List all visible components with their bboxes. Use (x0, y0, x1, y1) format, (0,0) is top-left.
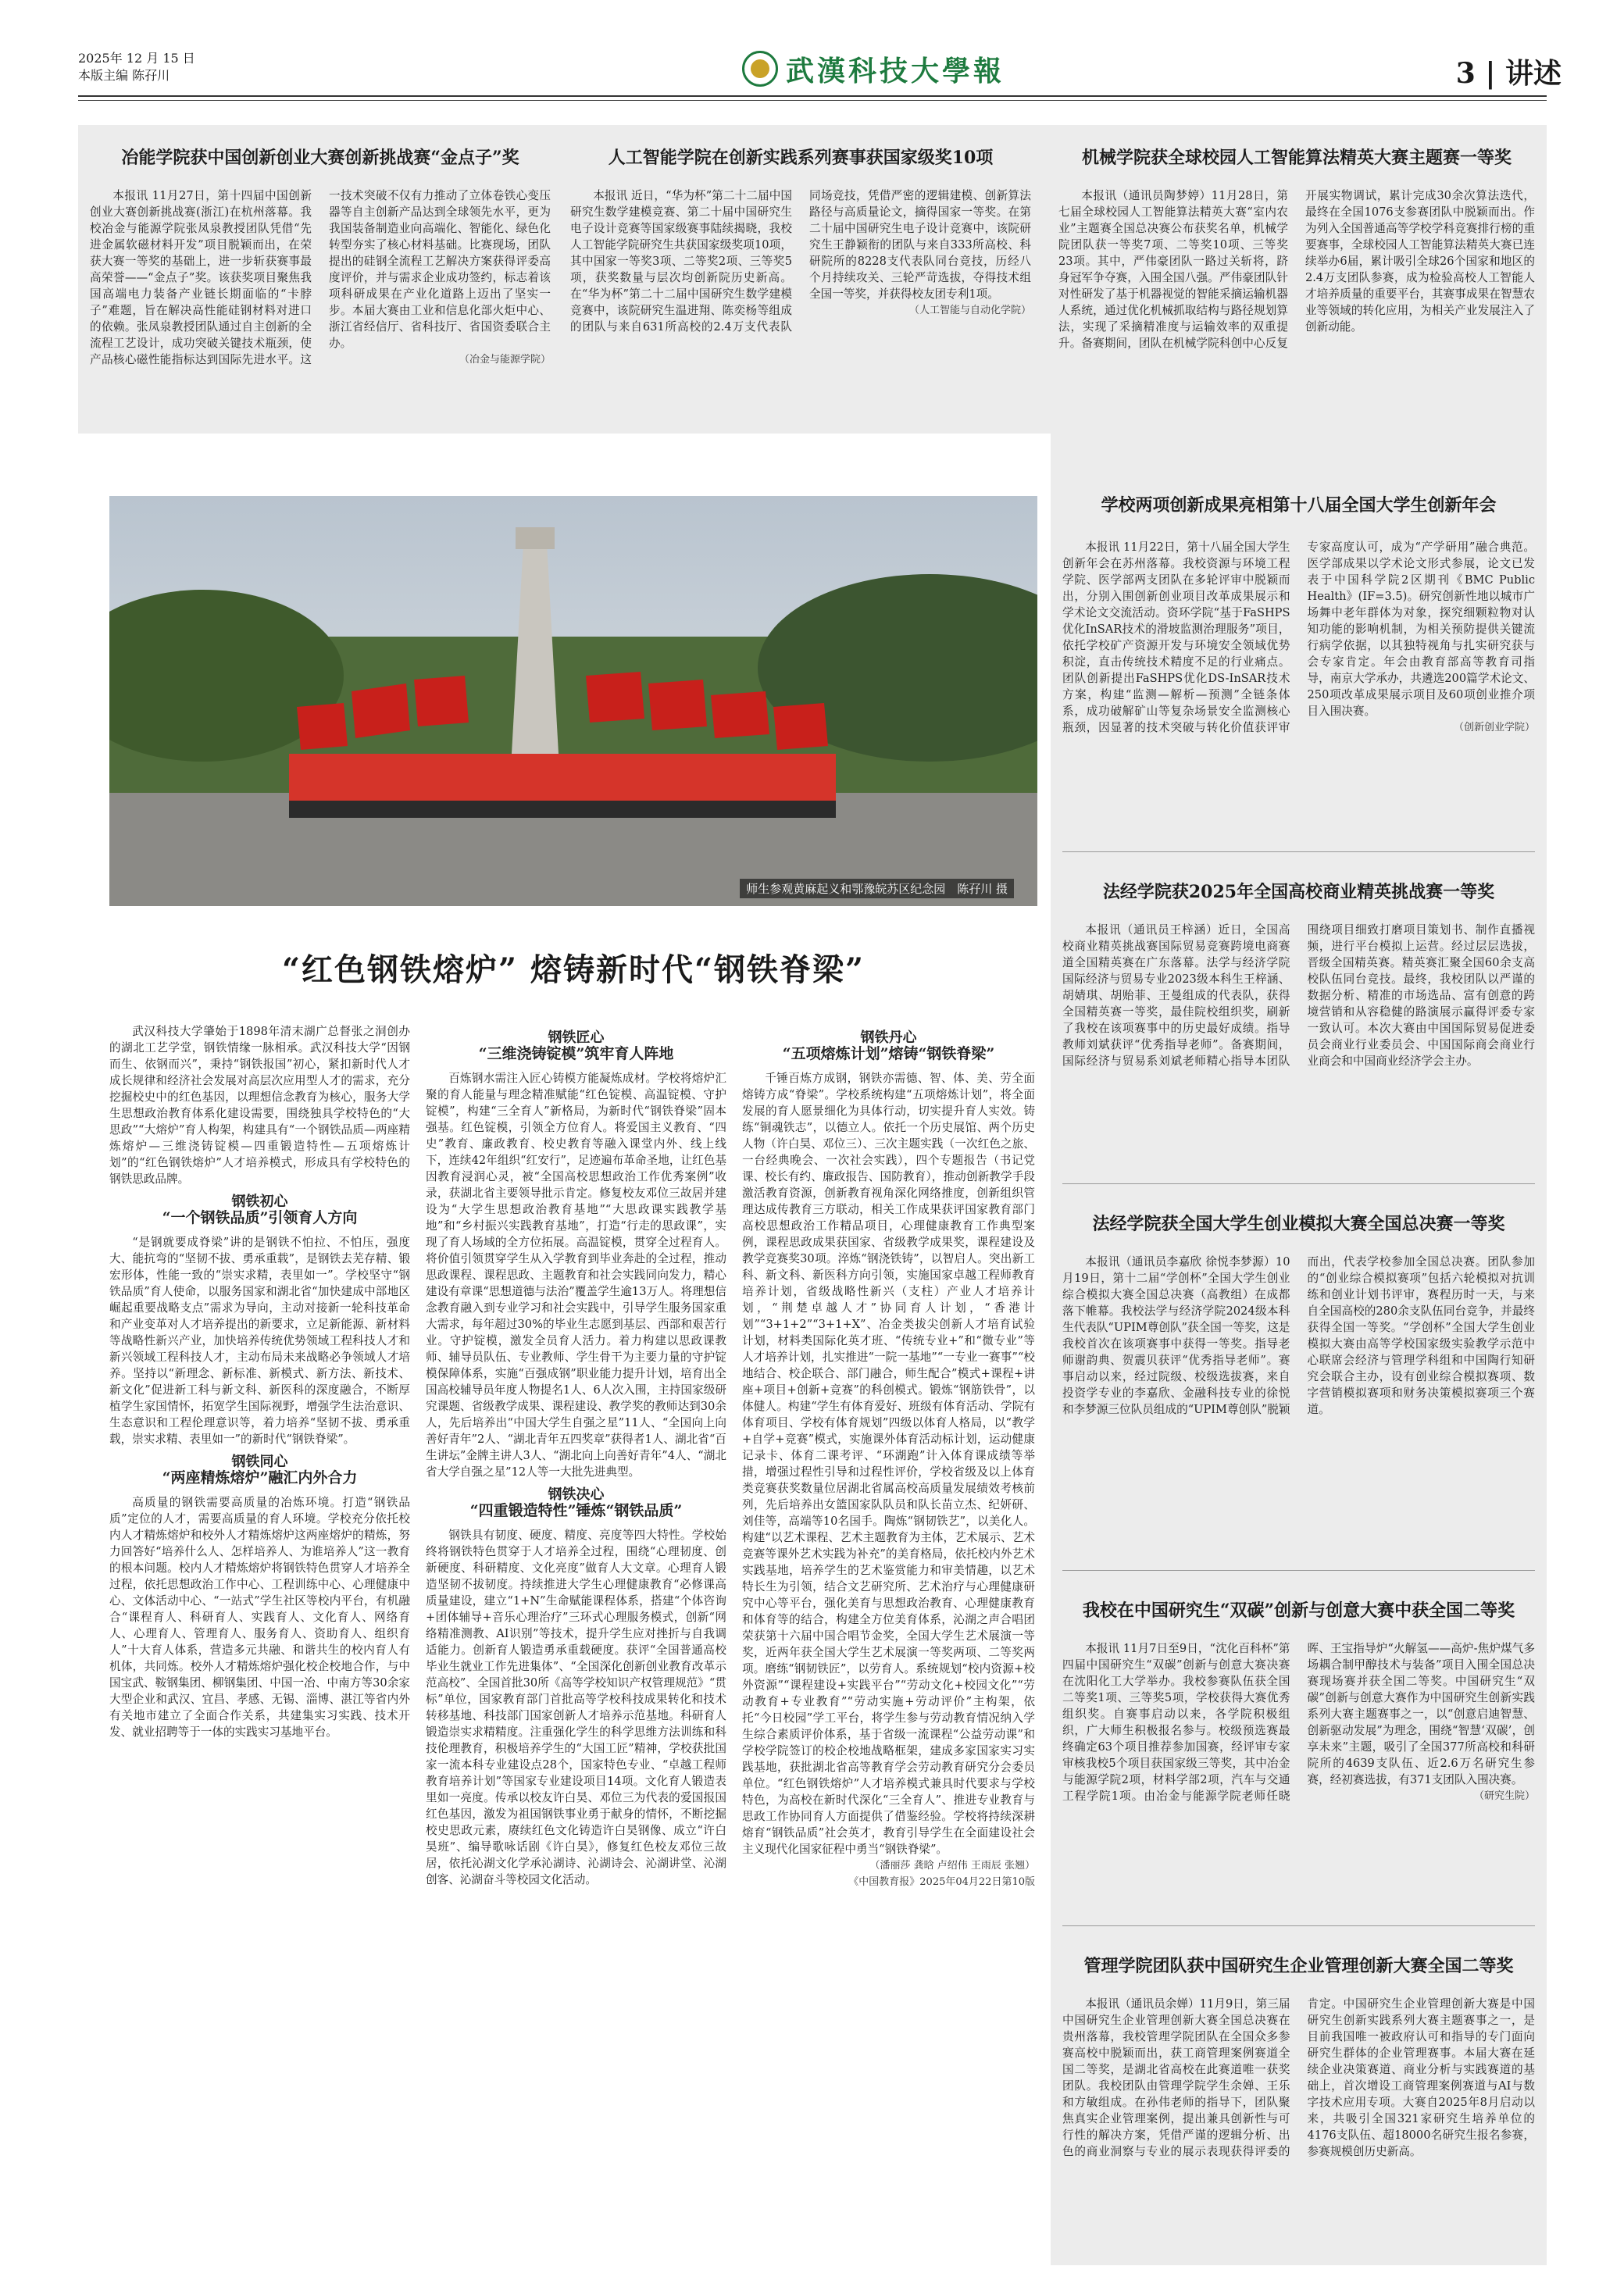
article-source: （冶金与能源学院） (459, 354, 551, 366)
section-subtitle: “一个钢铁品质”引领育人方向 (162, 1209, 358, 1226)
side-article-4-head (1062, 1597, 1535, 1622)
article-body: 本报讯 11月7日至9日，“沈化百科杯”第四届中国研究生“双碳”创新与创意大赛决赛在沈阳化工大学举办。我校参赛队伍获全国二等奖1项、三等奖5项，学校获得大赛优秀组织奖。自赛事启动以来，各学院积极组织，广大师生积极报名参与。校级预选赛最终确定63个项目推荐参加国赛，经评审专家审核我校5个项目获国家级三等奖，其中冶金与能源学院2项，材料学部2项，汽车与交通工程学院1项。由冶金与能源学院老师任晓晖、王宝指导炉“火解氢——高炉-焦炉煤气多场耦合制甲醇技术与装备”项目入围全国总决赛现场赛并获全国二等奖。中国研究生“双碳”创新与创意大赛作为中国研究生创新实践系列大赛主题赛事之一，以“创意启迪智慧、创新驱动发展”为理念，围绕“智慧‘双碳’，创享未来”主题，吸引了全国377所高校和科研院所的4639支队伍、近2.6万名研究生参赛，经初赛选拔，有371支团队入围决赛。 (1062, 1642, 1535, 1803)
monument-flags-photo (109, 496, 1037, 906)
article-body: 本报讯（通讯员陶梦婷）11月28日，第七届全球校园人工智能算法精英大赛“室内农业”主题赛全国总决赛公布获奖名单，机械学院团队获一等奖7项、二等奖10项、三等奖23项。其中，严伟豪团队一路过关斩将，跻身冠军争夺赛，入围全国八强。严伟豪团队针对性研发了基于机器视觉的智能采摘运输机器人系统，通过优化机械抓取结构与路径规划算法，实现了采摘精准度与运输效率的双重提升。备赛期间，团队在机械学院科创中心反复开展实物调试，累计完成30余次算法迭代，最终在全国1076支参赛团队中脱颖而出。作为列入全国普通高等学校学科竞赛排行榜的重要赛事，全球校园人工智能算法精英大赛已连续举办6届，累计吸引全球26个国家和地区的2.4万支团队参赛，成为检验高校人工智能人才培养质量的重要平台，其赛事成果在智慧农业等领域的转化应用，为相关产业发展注入了创新动能。 (1058, 189, 1535, 350)
page-section-tag: 3 | 讲述 (1455, 57, 1562, 90)
section-kicker: 钢铁决心 (548, 1486, 605, 1503)
section-subtitle: “四重锻造特性”锤炼“钢铁品质” (469, 1502, 683, 1519)
side-divider (1062, 851, 1535, 852)
section-kicker: 钢铁匠心 (548, 1030, 605, 1046)
top-article-2 (570, 145, 1031, 169)
article-source: （研究生院） (1473, 1790, 1535, 1802)
feature-title: “红色钢铁熔炉” 熔铸新时代“钢铁脊梁” (282, 951, 865, 988)
side-article-5-head (1062, 1953, 1535, 1977)
feature-column-1 (109, 1023, 410, 2265)
section-kicker: 钢铁初心 (231, 1194, 288, 1210)
article-source: （人工智能与自动化学院） (908, 305, 1031, 316)
article-headline: 法经学院获全国大学生创业模拟大赛全国总决赛一等奖 (1092, 1214, 1505, 1234)
side-divider (1062, 1183, 1535, 1184)
section-body: 钢铁具有韧度、硬度、精度、亮度等四大特性。学校始终将钢铁特色贯穿于人才培养全过程，围绕“心理韧度、创新硬度、科研精度、文化亮度”做育人大文章。心理育人锻造坚韧不拔韧度。持续推进大学生心理健康教育“必修课高质量建设，建立“1+N”生命赋能课程体系，搭建“个体咨询+团体辅导+音乐心理治疗”三环式心理服务模式，创新“网络精准测教、AI识别”等技术，提升学生应对挫折与自我调适能力。创新育人锻造勇承重载硬度。获评“全国普通高校毕业生就业工作先进集体”、“全国深化创新创业教育改革示范高校”、全国首批30所《高等学校知识产权管理规范》“贯标”单位，国家教育部门首批高等学校科技成果转化和技术转移基地、科技部门国家创新人才培养示范基地。科研育人锻造崇实求精精度。注重强化学生的科学思维方法训练和科技伦理教育，积极培养学生的“大国工匠”精神，学校获批国家一流本科专业建设点28个，国家特色专业、“卓越工程师教育培养计划”等国家专业建设项目14项。文化育人锻造表里如一亮度。传承以校友许白昊、邓位三为代表的爱国报国红色基因，激发为祖国钢铁事业勇于献身的情怀，不断挖掘校史思政元素，赓续红色文化铸造许白昊钢像、成立“许白昊班”、编导歌咏话剧《许白昊》，修复红色校友邓位三故居，依托沁湖文化学承沁湖诗、沁湖诗会、沁湖讲堂、沁湖创客、沁湖奋斗等校园文化活动。 (426, 1529, 726, 1886)
side-divider (1062, 1570, 1535, 1571)
top-article-2-body (570, 187, 1031, 422)
section-subtitle: “三维浇铸锭模”筑牢育人阵地 (478, 1045, 674, 1062)
section-body: 百炼钢水需注入匠心铸模方能凝炼成材。学校将熔炉汇聚的育人能量与理念精准赋能“红色锭模、高温锭模、守护锭模”，构建“三全育人”新格局，为新时代“钢铁脊梁”固本强基。红色锭模，引领全方位育人。将爱国主义教育、“四史”教育、廉政教育、校史教育等融入课堂内外、线上线下，连续42年组织“红安行”，足迹遍布革命圣地，让红色基因教育浸润心灵，被“全国高校思想政治工作优秀案例”收录，获湖北省主要领导批示肯定。修复校友邓位三故居并建设为“大学生思想政治教育基地”“大思政课实践教学基地”和“乡村振兴实践教育基地”，打造“行走的思政课”，实现了育人场域的全方位拓展。高温锭模，贯穿全过程育人。将价值引领贯穿学生从入学教育到毕业奔赴的全过程，推动思政课程、课程思政、主题教育和社会实践同向发力，精心建设有章课“思想道德与法治”覆盖学生逾13万人。将理想信念教育融入到专业学习和社会实践中，引导学生服务国家重大需求，每年超过30%的毕业生志愿到基层、西部和艰苦行业。守护锭模，激发全员育人活力。着力构建以思政课教师、辅导员队伍、专业教师、学生骨干为主要力量的守护锭模保障体系，实施“百强成钢”职业能力提升计划，培育出全国高校辅导员年度人物提名1人、6人次入围，主持国家级研究课题、省级教学成果、课程建设、教学奖的教师达到30余人，先后培养出“中国大学生自强之星”11人、“全国向上向善好青年”2人、“湖北青年五四奖章”获得者1人、湖北省“百生讲坛”金牌主讲人3人、“湖北向上向善好青年”4人、“湖北省大学自强之星”12人等一大批先进典型。 (426, 1072, 726, 1479)
feature-byline: （潘丽莎 龚晗 卢绍伟 王雨辰 张翘） (869, 1860, 1035, 1872)
article-body: 本报讯（通讯员李嘉欣 徐悦李梦源）10月19日，第十二届“学创杯”全国大学生创业综合模拟大赛全国总决赛（高教组）在成都落下帷幕。我校法学与经济学院2024级本科生代表队“UPIM尊创队”获全国一等奖，这是我校首次在该项赛事中获得一等奖。指导老师谢韵典、贺震贝获评“优秀指导老师”。赛事启动以来，经过院级、校级选拔赛，来自投资学专业的李嘉欣、金融科技专业的徐悦和李梦源三位队员组成的“UPIM尊创队”脱颖而出，代表学校参加全国总决赛。团队参加的“创业综合模拟赛项”包括六轮模拟对抗训练和创业计划书评审，赛程历时一天，与来自全国高校的280余支队伍同台竞争，并最终获得全国一等奖。“学创杯”全国大学生创业模拟大赛由高等学校国家级实验教学示范中心联席会经济与管理学科组和中国陶行知研究会联合主办，设有创业综合模拟赛项、数字营销模拟赛项和财务决策模拟赛项三个赛道。 (1062, 1255, 1535, 1416)
side-article-5-body (1062, 1996, 1535, 2254)
side-article-3-head (1062, 1211, 1535, 1235)
side-article-2-head (1062, 879, 1535, 903)
section-body: 千锤百炼方成钢，钢铁亦需德、智、体、美、劳全面熔铸方成“脊梁”。学校系统构建“五项熔炼计划”，将全面发展的育人愿景细化为具体行动，切实提升育人实效。铸练“铜魂铁志”，以德立人。依托一个历史展馆、两个历史人物（许白昊、邓位三）、三次主题实践（一次红色之旅、一台经典晚会、一次社会实践），四个专题报告（书记党课、校长有约、廉政报告、国防教育），推动创新教学手段激活教育资源，创新教育视角深化网络推度，创新组织管理达成传教育三方联动，相关工作成果获评国家教育部门高校思想政治工作精品项目，心理健康教育工作典型案例，课程思政成果获国家、省级教学成果奖，课程建设及教学竞赛奖30项。淬炼“钢浇铁铸”，以智启人。突出新工科、新文科、新医科方向引领，实施国家卓越工程师教育培养计划，省级战略性新兴（支柱）产业人才培养计划，“荆楚卓越人才”协同育人计划，“香港计划”“3+1+2”“3+1+X”、冶金类拔尖创新人才培育试验计划，材料类国际化英才班、“传统专业+”和“微专业”等人才培养计划，扎实推进“一院一基地”“一专业一赛事”“校地结合、校企联合、部门融合，师生配合”模式+课程+讲座+项目+创新+竞赛”的科创模式。锻炼“钢筋铁骨”，以体健人。构建“学生有体育爱好、班级有体育活动、学院有体育项目、学校有体育规划”四级以体育人格局，以“教学+自学+竞赛”模式，实施课外体育活动标计划，运动健康记录卡、体育二课考评、“环湖跑”计入体育课成绩等举措，增强过程性引导和过程性评价，学校省级及以上体育类竞赛获奖数量位居湖北省属高校高质量发展绩效考核前列，先后培养出女篮国家队队员和队长苗立杰、纪妍研、刘佳等，高端等10名国手。陶炼“钢韧铁艺”，以美化人。构建“以艺术课程、艺术主题教育为主体，艺术展示、艺术竞赛等课外艺术实践为补充”的美育格局，依托校内外艺术实践基地，培养学生的艺术鉴赏能力和审美情趣，以艺术特长生为引领，结合文艺研究所、艺术治疗与心理健康研究中心等平台，强化美育与思想政治教育、心理健康教育和体育等的结合，构建全方位美育体系，沁湖之声合唱团荣获第十六届中国合唱节金奖，全国大学生艺术展演一等奖，近两年获全国大学生艺术展演一等奖两项、二等奖两项。磨练“钢韧铁匠”，以劳育人。系统规划“校内资源+校外资源”“课程建设+实践平台”“劳动文化+校园文化”“劳动教育+专业教育”“劳动实施+劳动评价”主构架，依托“今日校园”学工平台，将学生参与劳动教育情况纳入学生综合素质评价体系，基于省级一流课程“公益劳动课”和学校学院签订的校企校地战略框架，建成多家国家实习实践基地，获批湖北省高等教育学会劳动教育研究分会委员单位。“红色钢铁熔炉”人才培养模式兼具时代要求与学校特色，为高校在新时代深化“三全育人”、推进专业教育与思政工作协同育人方面提供了借鉴经验。学校将持续深耕熔育“钢铁品质”社会英才，教育引导学生在全面建设社会主义现代化国家征程中勇当“钢铁脊梁”。 (742, 1072, 1035, 1856)
side-article-4-body (1062, 1640, 1535, 1914)
feature-column-2 (426, 1023, 726, 2265)
article-headline: 法经学院获2025年全国高校商业精英挑战赛一等奖 (1102, 882, 1495, 902)
side-divider (1062, 1925, 1535, 1926)
article-body: 本报讯（通讯员王梓涵）近日，全国高校商业精英挑战赛国际贸易竞赛跨境电商赛道全国精英赛在广东落幕。法学与经济学院国际经济与贸易专业2023级本科生王梓涵、胡婧琪、胡贻菲、王曼组成的代表队，获得全国精英赛一等奖，最佳院校组织奖，刷新了我校在该项赛事中的历史最好成绩。指导教师刘斌获评“优秀指导老师”。备赛期间，国际经济与贸易系刘斌老师精心指导本团队围绕项目细致打磨项目策划书、制作直播视频，进行平台模拟上运营。经过层层选拔，晋级全国精英赛。精英赛汇聚全国60余支高校队伍同台竞技。最终，我校团队以严谨的数据分析、精准的市场选品、富有创意的跨境营销和从容稳健的路演展示赢得评委专家一致认可。本次大赛由中国国际贸易促进委员会商业行业委员会、中国国际商会商业行业商会和中国商业经济学会主办。 (1062, 923, 1535, 1068)
feature-lead: 武汉科技大学肇始于1898年清末湖广总督张之洞创办的湖北工艺学堂，钢铁情缘一脉相承。武汉科技大学“因钢而生、依钢而兴”，秉持“钢铁报国”初心，紧扣新时代人才成长规律和经济社会发展对高层次应用型人才的需求，充分挖掘校史中的红色基因，以理想信念教育为核心，服务大学生思想政治教育体系化建设需要，围绕独具学校特色的“大思政”“大熔炉”育人构架，构建具有“一个钢铁品质—两座精炼熔炉—三维浇铸锭模—四重锻造特性—五项熔炼计划”的“红色钢铁熔炉”人才培养模式，形成具有学校特色的钢铁思政品牌。 (109, 1025, 410, 1186)
side-article-2-body (1062, 922, 1535, 1156)
side-article-3-body (1062, 1254, 1535, 1551)
feature-photo (109, 496, 1037, 906)
article-body: 本报讯（通讯员余婵）11月9日，第三届中国研究生企业管理创新大赛全国总决赛在贵州落幕，我校管理学院团队在全国众多参赛高校中脱颖而出，获工商管理案例赛道全国二等奖，是湖北省高校在此赛道唯一获奖团队。我校团队由管理学院学生余婵、王乐和方敏组成。在孙伟老师的指导下，团队聚焦真实企业管理案例，提出兼具创新性与可行性的解决方案，凭借严谨的逻辑分析、出色的商业洞察与专业的展示表现获得评委的肯定。中国研究生企业管理创新大赛是中国研究生创新实践系列大赛主题赛事之一，是目前我国唯一被政府认可和指导的专门面向研究生群体的企业管理赛事。本届大赛在延续企业决策赛道、商业分析与实践赛道的基础上，首次增设工商管理案例赛道与AI与数字技术应用专项。大赛自2025年8月启动以来，共吸引全国321家研究生培养单位的4176支队伍、超18000名研究生报名参赛，参赛规模创历史新高。 (1062, 1997, 1535, 2158)
side-article-1-body (1062, 539, 1535, 828)
article-body: 本报讯 11月22日，第十八届全国大学生创新年会在苏州落幕。我校资源与环境工程学院、医学部两支团队在多轮评审中脱颖而出，分别入围创新创业项目改革成果展示和学术论文交流活动。资环学院“基于FaSHPS优化InSAR技术的滑坡监测治理服务”项目，依托学校矿产资源开发与环境安全领域优势积淀，直击传统技术精度不足的行业痛点。团队创新提出FaSHPS优化DS-InSAR技术方案，构建“监测—解析—预测”全链条体系，成功破解矿山等复杂场景安全监测核心瓶颈，因显著的技术突破与转化价值获评审专家高度认可，成为“产学研用”融合典范。医学部成果以学术论文形式参展，论文已发表于中国科学院2区期刊《BMC Public Health》(IF=3.5)。研究创新性地以城市广场舞中老年群体为对象，探究细颗粒物对认知功能的影响机制，为相关预防提供关键流行病学依据，以其独特视角与扎实研究获与会专家肯定。年会由教育部高等教育司指导，南京大学承办，共遴选200篇学术论文、250项改革成果展示项目及60项创业推介项目入围决赛。 (1062, 541, 1535, 734)
top-article-1 (90, 145, 551, 169)
paper-logo (742, 47, 1078, 91)
section-kicker: 钢铁丹心 (860, 1030, 917, 1046)
article-headline: 我校在中国研究生“双碳”创新与创意大赛中获全国二等奖 (1082, 1600, 1515, 1621)
section-subtitle: “两座精炼熔炉”融汇内外合力 (162, 1469, 358, 1486)
side-article-1-head (1062, 492, 1535, 516)
article-source: （创新创业学院） (1453, 722, 1535, 733)
article-body: 本报讯 11月27日，第十四届中国创新创业大赛创新挑战赛(浙江)在杭州落幕。我校冶金与能源学院张凤泉教授团队凭借“先进金属软磁材料开发”项目脱颖而出，在荣获大赛一等奖的基础上，进一步斩获赛事最高荣誉——“金点子”奖。该获奖项目聚焦我国高端电力装备产业链长期面临的“卡脖子”难题，旨在解决高性能硅钢材料对进口的依赖。张凤泉教授团队通过自主创新的全流程工艺设计，成功突破关键技术瓶颈，使产品核心磁性能指标达到国际先进水平。这一技术突破不仅有力推动了立体卷铁心变压器等自主创新产品达到全球领先水平，更为我国装备制造业向高端化、智能化、绿色化转型夯实了核心材料基础。比赛现场，团队提出的硅钢全流程工艺解决方案获得评委高度评价，并与需求企业成功签约，标志着该项科研成果在产业化道路上迈出了坚实一步。本届大赛由工业和信息化部火炬中心、浙江省经信厅、省科技厅、省国资委联合主办。 (90, 189, 551, 366)
section-kicker: 钢铁同心 (231, 1454, 288, 1470)
page-editor: 本版主编 陈孖川 (78, 68, 170, 83)
article-headline: 冶能学院获中国创新创业大赛创新挑战赛“金点子”奖 (121, 148, 519, 168)
masthead-rule-thin (78, 100, 1547, 101)
feature-source: 《中国教育报》2025年04月22日第10版 (848, 1876, 1035, 1888)
section-body: “是钢就要成脊梁”讲的是钢铁不怕拉、不怕压，强度大、能抗弯的“坚韧不拔、勇承重载”，是钢铁去芜存精、锻宏形体，性能一致的“崇实求精，表里如一”。学校坚守“钢铁品质”育人使命，以服务国家和湖北省“加快建成中部地区崛起重要战略支点”需求为导向，主动对接新一轮科技革命和产业变革对人才培养提出的新要求，立足新能源、新材料等战略性新兴产业，加快培养传统优势领域工程科技人才和新兴领域工程科技人才，主动布局未来战略必争领域人才培养。坚持以“新理念、新标准、新模式、新方法、新技术、新文化”促进新工科与新文科、新医科的深度融合，不断厚植学生家国情怀，拓宽学生国际视野，增强学生法治意识、生态意识和工程伦理意识等，着力培养“坚韧不拔、勇承重载，崇实求精、表里如一”的新时代“钢铁脊梁”。 (109, 1236, 410, 1446)
feature-column-3 (742, 1023, 1035, 2265)
article-headline: 人工智能学院在创新实践系列赛事获国家级奖10项 (608, 148, 994, 168)
university-emblem-icon (742, 51, 778, 87)
photo-caption: 师生参观黄麻起义和鄂豫皖苏区纪念园 陈孖川 摄 (740, 879, 1014, 898)
article-headline: 管理学院团队获中国研究生企业管理创新大赛全国二等奖 (1083, 1956, 1514, 1976)
masthead-rule (78, 95, 1547, 97)
section-subtitle: “五项熔炼计划”熔铸“钢铁脊梁” (782, 1045, 995, 1062)
article-headline: 机械学院获全球校园人工智能算法精英大赛主题赛一等奖 (1081, 148, 1512, 168)
paper-name: 武漢科技大學報 (786, 54, 1005, 87)
top-article-3 (1058, 145, 1535, 169)
section-body: 高质量的钢铁需要高质量的冶炼环境。打造“钢铁品质”定位的人才，需要高质量的育人环境。学校充分依托校内人才精炼熔炉和校外人才精炼熔炉这两座熔炉的精炼，努力回答好“培养什么人、怎样培养人、为谁培养人”这一教育的根本问题。校内人才精炼熔炉将钢铁特色贯穿人才培养全过程，依托思想政治工作中心、工程训练中心、心理健康中心、文体活动中心、“一站式”学生社区等校内平台，有机融合“课程育人、科研育人、实践育人、文化育人、网络育人、心理育人、管理育人、服务育人、资助育人、组织育人”十大育人体系，营造多元共融、和谐共生的校内育人有机体，共同炼。校外人才精炼熔炉强化校企校地合作，与中国宝武、鞍钢集团、柳钢集团、中国一冶、中南方等30余家大型企业和武汉、宜昌、孝感、无锡、淄博、湛江等省内外有关地市建立了全面合作关系，共建集实习实践、技术开发、就业招聘等于一体的实践实习基地平台。 (109, 1496, 410, 1739)
issue-date: 2025年 12 月 15 日 (78, 51, 195, 66)
article-body: 本报讯 近日，“华为杯”第二十二届中国研究生数学建模竞赛、第二十届中国研究生电子设计竞赛等国家级赛事陆续揭晓，我校人工智能学院研究生共获国家级奖项10项，其中国家一等奖3项、二等奖2项、三等奖5项，获奖数量与层次均创新院历史新高。在“华为杯”第二十二届中国研究生数学建模竞赛中，该院研究生温进翔、陈奕杨等组成的团队与来自631所高校的2.4万支代表队同场竞技，凭借严密的逻辑建模、创新算法路径与高质量论文，摘得国家一等奖。在第二十届中国研究生电子设计竞赛中，该院研究生王静颖衔的团队与来自333所高校、科研院所的8228支代表队同台竞技，历经八个月持续攻关、三轮严苛选拔，夺得技术组全国一等奖，并获得校友团专利1项。 (570, 189, 1031, 334)
masthead-meta (78, 50, 195, 84)
article-headline: 学校两项创新成果亮相第十八届全国大学生创新年会 (1101, 495, 1497, 516)
top-article-1-body (90, 187, 551, 422)
top-article-3-body (1058, 187, 1535, 422)
